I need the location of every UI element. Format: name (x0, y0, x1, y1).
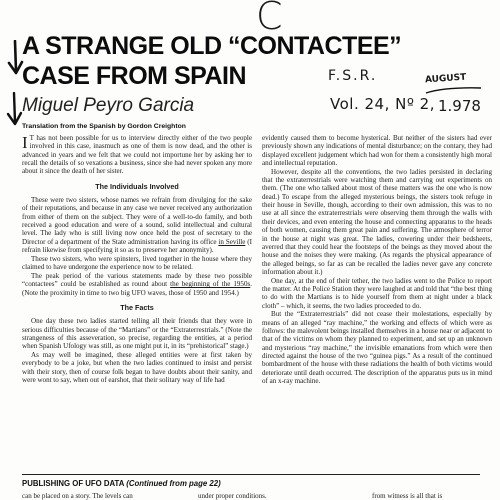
handwritten-underline-icon (425, 85, 483, 95)
article-title-line1: A STRANGE OLD “CONTACTEE” (22, 32, 402, 60)
underlined-text: the beginning of the 1950s (170, 280, 251, 289)
paragraph: As may well be imagined, these alleged entities were at first taken by everybody to be a joke, but when the two ladies continued to insist and persist with their story, then of course folk began to have doubts about their sanity, and were wont to say, when out of earshot, that their solitary way of life had (22, 351, 252, 385)
underlined-text: in Seville (218, 237, 246, 246)
continued-section-heading: PUBLISHING OF UFO DATA (Continued from page 22) (22, 479, 221, 488)
right-column (262, 134, 492, 386)
continued-text-fragment: from witness is all that is (372, 492, 443, 500)
continued-text-fragment: can be placed on a story. The levels can (22, 492, 133, 500)
handwritten-month: AUGUST (424, 72, 467, 86)
paragraph: evidently caused them to become hysterical. But neither of the sisters had ever previously shown any indications of mental disturbance; on the contary, they had displayed excellent judgement which had won for them a consistently high moral and intellectual reputation. (262, 134, 492, 168)
paragraph: One day, at the end of their tether, the two ladies went to the Police to report the matter. At the Police Station they were laughed at and told that “the best thing to do with the Martians is to hide yourself from them at night under a black cloth” – which, it seems, the two ladies proceeded to do. (262, 276, 492, 310)
section-heading: The Facts (120, 302, 154, 312)
article-author: Miguel Peyro Garcia (22, 95, 195, 116)
article-title-line2: CASE FROM SPAIN (22, 62, 246, 90)
paragraph: One day these two ladies started telling all their friends that they were in serious difficulties because of the “Martians” or the “Extraterrestrials.” (Note the strangeness of this asseveration, so precise, regarding the entities, at a period when Spanish Ufology was still, as one might put it, in its “prehistorical” stage.) (22, 317, 252, 351)
handwritten-year: 1.978 (438, 97, 481, 115)
paragraph: However, despite all the conventions, the two ladies persisted in declaring that the extraterrestrials were watching them and carrying out experiments on them. (The one who talked about most of these matters was the one who is now dead.) To escape from the alleged mysterious beings, the sisters took refuge in their house in Seville, though, according to their own admission, this was to no use at all since the extraterrestrials were observing them through the walls with their devices, and even entering the house and connecting apparatus to the heads of both women, causing them great pain and suffering. The atmosphere of terror in the house at night was great. The ladies, cowering under their bedsheets, averred that they could hear the footsteps of the beings as they moved about the house and the noises they were making. (As regards the physical appearance of the alleged beings, so far as can be recalled the ladies never gave any concrete information about it.) (262, 167, 492, 276)
section-heading: The Individuals Involved (95, 181, 179, 191)
continued-text-fragment: under proper conditions. (198, 492, 267, 500)
paragraph: But the “Extraterrestrials” did not cease their molestations, especially by means of an alleged “ray machine,” the working and effects of which were as follows: the malevolent beings installed themselves in a house near or adjacent to that of the victims on whom they planned to experiment, and set up an unknown and mysterious “ray machine,” the invisible emanations from which were then directed against the house of the two “guinea pigs.” As a result of the continued bombardment of the house with these radiations the health of both victims would deteriorate until death occurred. The description of the apparatus puts us in mind of an x-ray machine. (262, 310, 492, 386)
footer-divider (22, 474, 480, 475)
drop-cap: I (22, 133, 28, 152)
handwritten-source: F.S.R. (328, 68, 378, 84)
handwritten-volume: Vol. 24, Nº 2, (330, 95, 435, 113)
translation-credit: Translation from the Spanish by Gordon Creighton (22, 123, 186, 130)
left-column (22, 134, 252, 385)
paragraph: These were two sisters, whose names we refrain from divulging for the sake of their reputations, and because in any case we never received any authorization from either of them on the subject. They were of a well-to-do family, and both received a good education and were of a sound, solid intellectual and cultural level. The lady who is still living now once held the post of secretary to the Director of a department of the State administration having its office in Seville (I refrain likewise from specifying it so as to preserve her anonymity). (22, 196, 252, 255)
paragraph: The peak period of the various statements made by these two possible “contactees” could be established as round about the beginning of the 1950s. (Note the proximity in time to two big UFO waves, those of 1950 and 1954.) (22, 271, 252, 297)
paragraph: These two sisters, who were spinsters, lived together in the house where they claimed to have undergone the experience now to be related. (22, 254, 252, 272)
handwritten-letter: C (256, 0, 283, 38)
paragraph: I T has not been possible for us to interview directly either of the two people involved in this case, inasmuch as one of them is now dead, and the other is advanced in years and we felt that we could not importune her by asking her to recall the details of so vexations a business, since she had never spoken any more about it since the death of her sister. (22, 133, 252, 176)
